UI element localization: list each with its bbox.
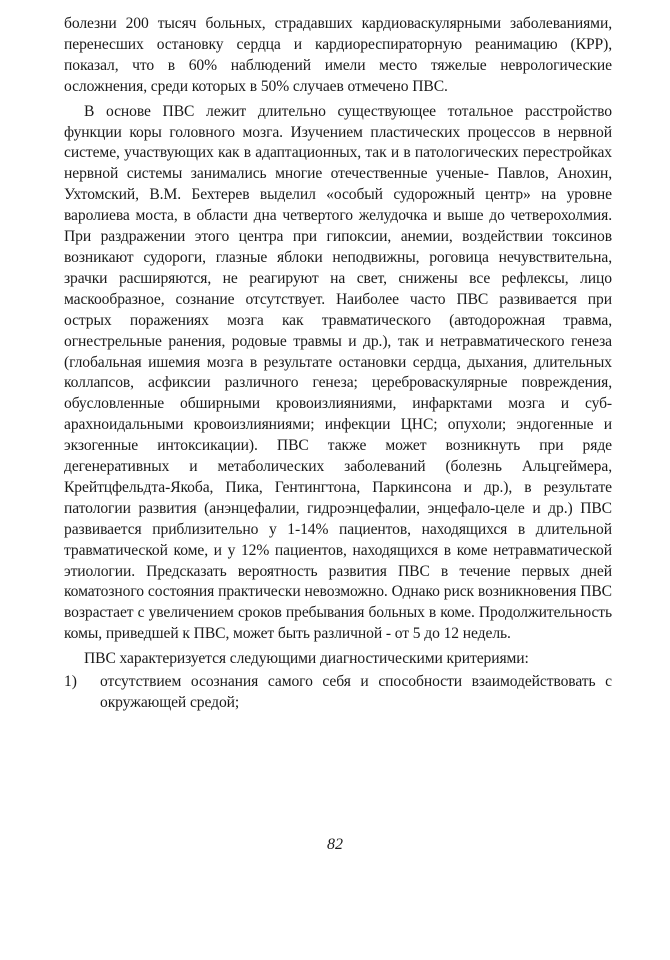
paragraph-criteria-intro: ПВС характеризуется следующими диагностическими критериями:: [84, 650, 529, 668]
criteria-list-item: [64, 672, 612, 714]
page-number: 82: [327, 836, 343, 853]
paragraph-pvs-basis: В основе ПВС лежит длительно существующее тотальное расстройство функции коры головного мозга. Изучением пластических процессов в нервной системе, участвующих как в адаптационных, так и в патологических перестройках нервной системы занимались многие отечественные ученые- Павлов, Анохин, Ухтомский, В.М. Бехтерев выделил «особый судорожный центр» на уровне варолиева моста, в области дна четвертого желудочка и выше до четверохолмия. При раздражении этого центра при гипоксии, анемии, воздействии токсинов возникают судороги, глазные яблоки неподвижны, роговица нечувствительна, зрачки расширяются, не реагируют на свет, снижены все рефлексы, лицо маскообразное, сознание отсутствует. Наиболее часто ПВС развивается при острых поражениях мозга как травматического (автодорожная травма, огнестрельные ранения, родовые травмы и др.), так и нетравматического генеза (глобальная ишемия мозга в результате остановки сердца, дыхания, длительных коллапсов, асфиксии различного генеза; цереброваскулярные повреждения, обусловленные обширными кровоизлияниями, инфарктами мозга и суб-арахноидальными кровоизлияниями; инфекции ЦНС; опухоли; эндогенные и экзогенные интоксикации). ПВС также может возникнуть при ряде дегенеративных и метаболических заболеваний (болезнь Альцгеймера, Крейтцфельдта-Якоба, Пика, Гентингтона, Паркинсона и др.), в результате патологии развития (анэнцефалии, гидроэнцефалии, энцефало-целе и др.) ПВС развивается приблизительно у 1-14% пациентов, находящихся в длительной травматической коме, и у 12% пациентов, находящихся в коме нетравматической этиологии. Предсказать вероятность развития ПВС в течение первых дней коматозного состояния практически невозможно. Однако риск возникновения ПВС возрастает с увеличением сроков пребывания больных в коме. Продолжительность комы, приведшей к ПВС, может быть различной - от 5 до 12 недель.: [64, 102, 612, 643]
criteria-item-number: 1): [64, 673, 77, 691]
paragraph-intro-continuation: болезни 200 тысяч больных, страдавших кардиоваскулярными заболеваниями, перенесших остановку сердца и кардиореспираторную реанимацию (КРР), показал, что в 60% наблюдений имели место тяжелые неврологические осложнения, среди которых в 50% случаев отмечено ПВС.: [64, 15, 612, 95]
document-page: [64, 14, 612, 714]
criteria-item-text: отсутствием осознания самого себя и способности взаимодействовать с окружающей средой;: [100, 673, 612, 711]
